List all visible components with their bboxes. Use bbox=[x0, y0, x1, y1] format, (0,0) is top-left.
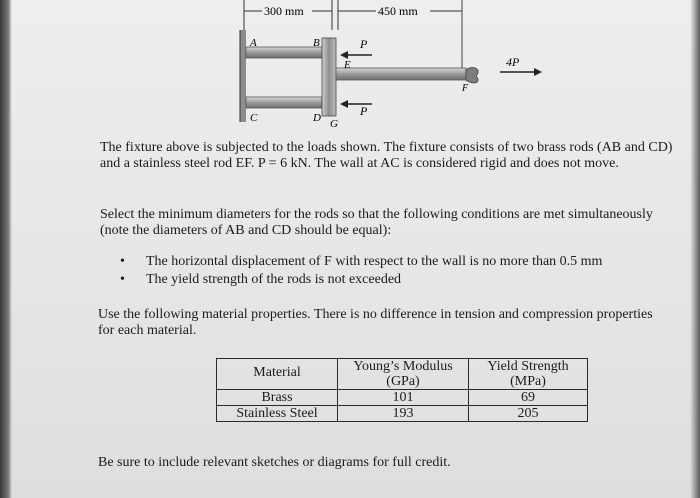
table-header-row bbox=[217, 359, 588, 390]
condition-item bbox=[118, 253, 602, 271]
label-load-bottom: P bbox=[360, 104, 368, 118]
select-paragraph: Select the minimum diameters for the rods so that the following conditions are met simultaneously (note the diameters of AB and CD should be equal): bbox=[100, 207, 653, 238]
header-modulus-unit: (GPa) bbox=[386, 374, 420, 389]
rod-ef-end bbox=[466, 68, 478, 83]
fixture-figure bbox=[0, 0, 700, 140]
dim-label-450: 450 mm bbox=[378, 4, 418, 18]
header-material bbox=[217, 359, 338, 390]
label-c: C bbox=[250, 112, 258, 124]
rigid-bar-bg bbox=[322, 38, 336, 116]
rod-ab bbox=[246, 47, 322, 58]
cell-material: Stainless Steel bbox=[217, 406, 338, 422]
bullet-icon: • bbox=[120, 254, 125, 269]
label-e: E bbox=[344, 59, 351, 71]
header-modulus bbox=[338, 359, 469, 390]
label-load-top: P bbox=[360, 37, 368, 51]
header-material-text: Material bbox=[253, 365, 301, 380]
cell-material: Brass bbox=[217, 390, 338, 406]
condition-text: The yield strength of the rods is not exceeded bbox=[146, 272, 402, 287]
rod-ef bbox=[336, 68, 466, 80]
properties-paragraph: Use the following material properties. There is no difference in tension and compression properties for each material. bbox=[98, 307, 653, 338]
condition-item bbox=[118, 271, 602, 289]
load-4p-head bbox=[534, 68, 542, 76]
rod-cd bbox=[246, 97, 322, 108]
cell-yield: 69 bbox=[469, 390, 588, 406]
intro-paragraph: The fixture above is subjected to the loads shown. The fixture consists of two brass rods (AB and CD) and a stainless steel rod EF. P = 6 kN. The wall at AC is considered rigid and does not move. bbox=[100, 140, 673, 171]
material-properties-table bbox=[216, 358, 588, 422]
conditions-list bbox=[118, 253, 602, 289]
header-modulus-text: Young’s Modulus bbox=[353, 359, 453, 374]
header-yield-unit: (MPa) bbox=[510, 374, 546, 389]
rigid-wall bbox=[240, 30, 246, 122]
label-load-end: 4P bbox=[506, 55, 520, 69]
footer-note: Be sure to include relevant sketches or diagrams for full credit. bbox=[98, 455, 451, 470]
dim-label-300: 300 mm bbox=[264, 4, 304, 18]
bullet-icon: • bbox=[120, 272, 125, 287]
cell-modulus: 193 bbox=[338, 406, 469, 422]
cell-modulus: 101 bbox=[338, 390, 469, 406]
label-b: B bbox=[313, 37, 320, 49]
table-row bbox=[217, 406, 588, 422]
label-a: A bbox=[250, 37, 257, 49]
load-p-bottom-head bbox=[340, 100, 348, 108]
table-row bbox=[217, 390, 588, 406]
cell-yield: 205 bbox=[469, 406, 588, 422]
header-yield bbox=[469, 359, 588, 390]
label-d: D bbox=[313, 112, 321, 124]
header-yield-text: Yield Strength bbox=[487, 359, 569, 374]
load-p-top-head bbox=[340, 51, 348, 59]
condition-text: The horizontal displacement of F with respect to the wall is no more than 0.5 mm bbox=[146, 254, 603, 269]
label-g: G bbox=[330, 118, 338, 130]
label-f: F bbox=[462, 83, 469, 94]
